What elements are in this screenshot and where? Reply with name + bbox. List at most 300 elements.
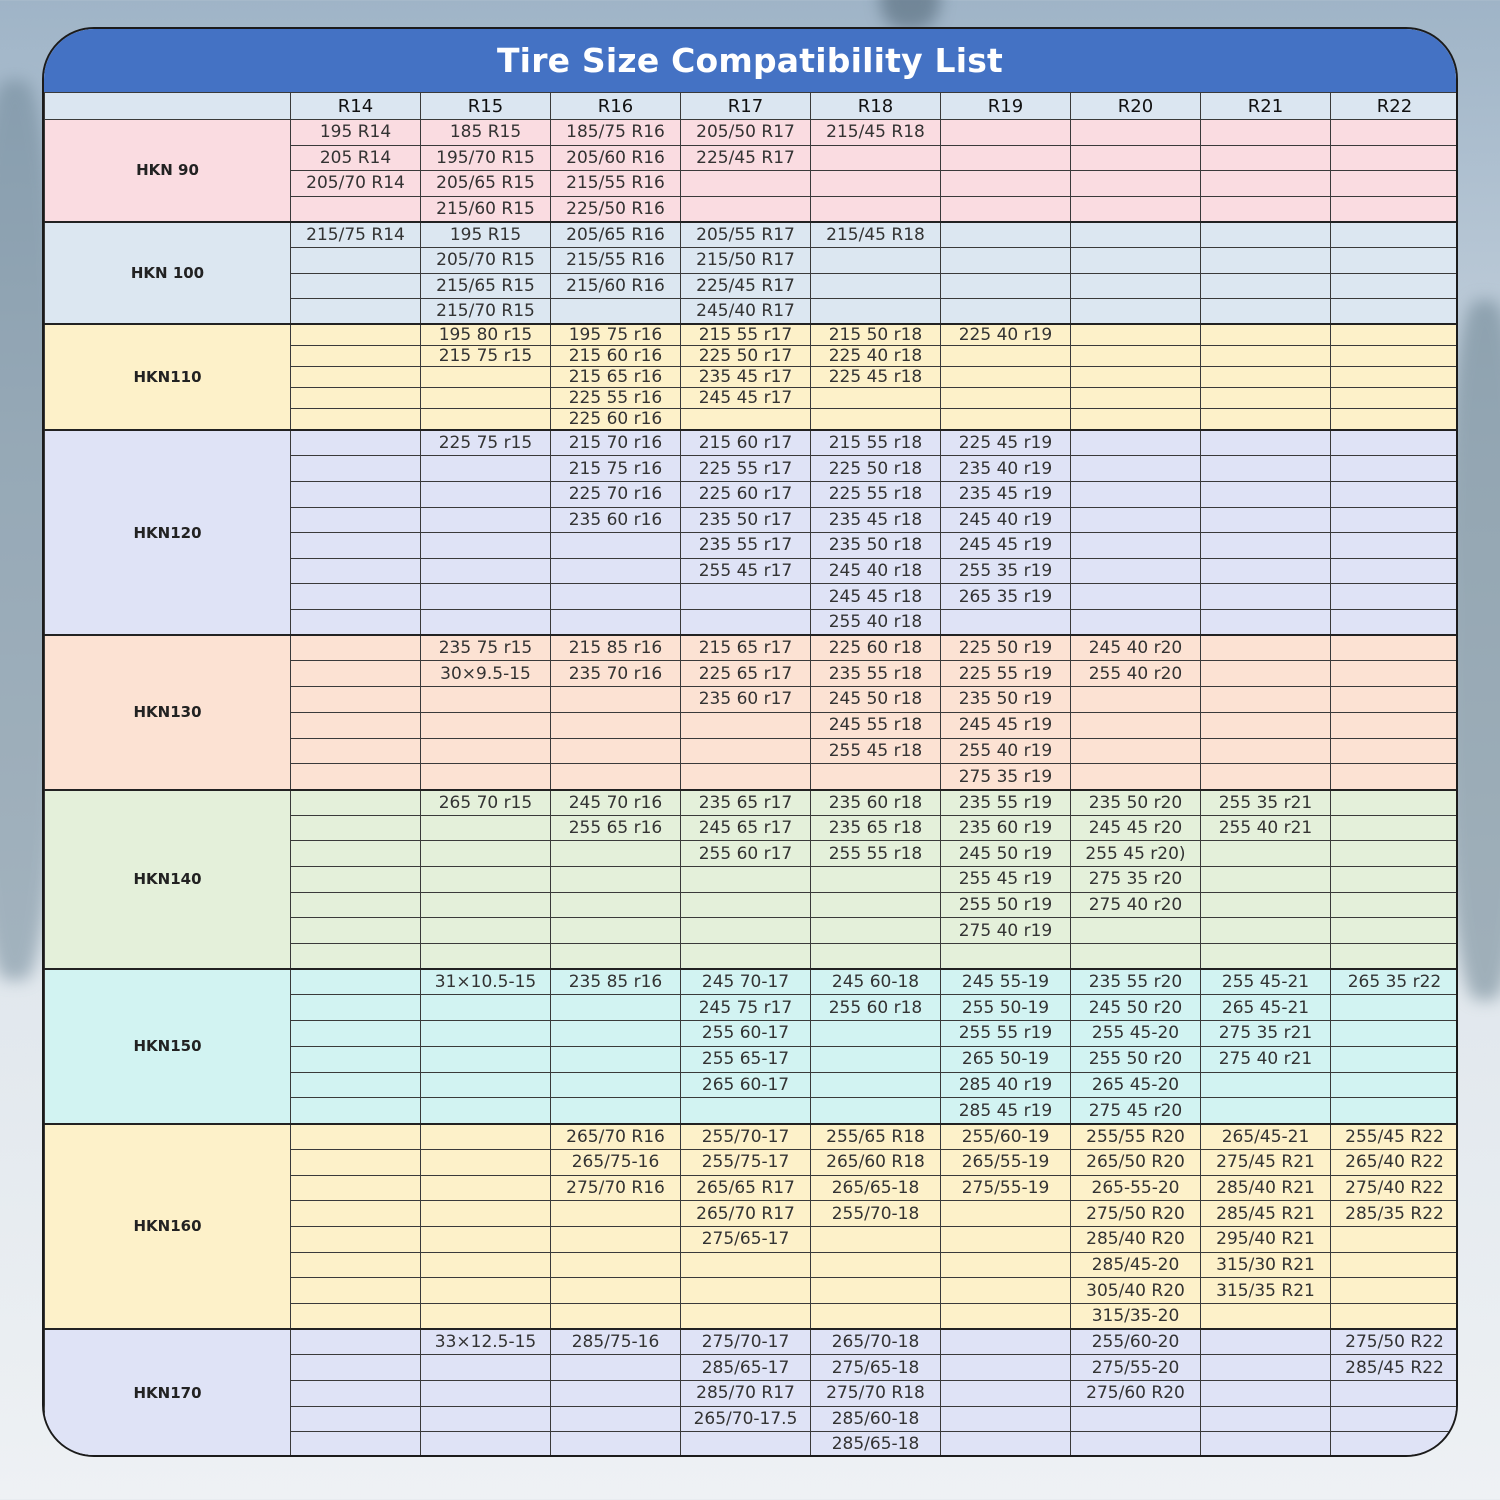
tire-size-cell: [1071, 388, 1201, 409]
tire-size-cell: [291, 1304, 421, 1330]
tire-size-cell: [551, 1098, 681, 1124]
model-name-cell: HKN 90: [45, 120, 291, 222]
tire-size-cell: 205/65 R15: [421, 171, 551, 197]
tire-size-cell: [291, 764, 421, 790]
tire-size-cell: [1201, 1355, 1331, 1381]
tire-size-cell: [1201, 943, 1331, 969]
tire-size-cell: [811, 892, 941, 918]
tire-size-cell: [291, 558, 421, 584]
tire-size-cell: [291, 687, 421, 713]
tire-size-cell: [421, 533, 551, 559]
tire-size-cell: [681, 738, 811, 764]
tire-size-cell: [1331, 712, 1459, 738]
tire-size-cell: [421, 1124, 551, 1150]
tire-size-cell: 265 35 r22: [1331, 969, 1459, 995]
tire-size-cell: [1201, 892, 1331, 918]
tire-size-cell: [1071, 299, 1201, 325]
tire-size-cell: [1331, 324, 1459, 346]
table-row: [45, 1124, 1459, 1150]
tire-size-cell: 195 R14: [291, 120, 421, 146]
tire-size-cell: 255 55 r18: [811, 841, 941, 867]
tire-size-cell: 275/55-20: [1071, 1355, 1201, 1381]
tire-size-cell: 235 60 r16: [551, 507, 681, 533]
compatibility-card: [42, 27, 1458, 1457]
tire-size-cell: [941, 247, 1071, 273]
tire-size-cell: [291, 995, 421, 1021]
tire-size-cell: 205/70 R14: [291, 171, 421, 197]
tire-size-cell: [941, 346, 1071, 367]
tire-size-cell: [811, 1021, 941, 1047]
tire-size-cell: 265/75-16: [551, 1149, 681, 1175]
tire-size-cell: [1071, 324, 1201, 346]
table-row: [45, 430, 1459, 456]
tire-size-cell: 255 60 r18: [811, 995, 941, 1021]
tire-size-cell: [291, 247, 421, 273]
tire-size-cell: 285/45 R22: [1331, 1355, 1459, 1381]
tire-size-cell: 235 50 r18: [811, 533, 941, 559]
tire-size-cell: [1331, 430, 1459, 456]
tire-size-cell: 195 75 r16: [551, 324, 681, 346]
tire-size-cell: [941, 1226, 1071, 1252]
tire-size-cell: [1071, 120, 1201, 146]
table-row: [45, 790, 1459, 816]
tire-size-cell: [291, 1380, 421, 1406]
tire-size-cell: [1331, 867, 1459, 893]
tire-size-cell: 245 60-18: [811, 969, 941, 995]
column-header: R17: [681, 93, 811, 120]
tire-size-cell: [1201, 584, 1331, 610]
tire-size-cell: [291, 841, 421, 867]
tire-size-cell: 185/75 R16: [551, 120, 681, 146]
tire-size-cell: 215 60 r17: [681, 430, 811, 456]
tire-size-cell: [421, 943, 551, 969]
tire-size-cell: [291, 430, 421, 456]
model-name-cell: HKN170: [45, 1329, 291, 1457]
tire-size-cell: [941, 120, 1071, 146]
tire-size-cell: [681, 943, 811, 969]
tire-size-cell: 215/55 R16: [551, 171, 681, 197]
tire-size-cell: [1331, 738, 1459, 764]
tire-size-cell: 235 60 r19: [941, 815, 1071, 841]
tire-size-cell: [1201, 1072, 1331, 1098]
tire-size-cell: 255 65 r16: [551, 815, 681, 841]
tire-size-cell: [941, 1355, 1071, 1381]
table-row: [45, 324, 1459, 346]
tire-size-cell: [551, 1046, 681, 1072]
tire-size-cell: 225 55 r18: [811, 481, 941, 507]
tire-size-cell: 225 55 r17: [681, 456, 811, 482]
tire-size-cell: 285/40 R20: [1071, 1226, 1201, 1252]
tire-size-cell: [291, 584, 421, 610]
tire-size-cell: [1331, 764, 1459, 790]
tire-size-cell: [811, 1098, 941, 1124]
tire-size-cell: 205/55 R17: [681, 222, 811, 248]
tire-size-cell: [291, 1278, 421, 1304]
tire-size-cell: [551, 1380, 681, 1406]
tire-size-cell: [811, 1226, 941, 1252]
tire-size-cell: [1071, 367, 1201, 388]
tire-size-cell: 235 65 r17: [681, 790, 811, 816]
tire-size-cell: [1201, 222, 1331, 248]
tire-size-cell: [811, 1046, 941, 1072]
tire-size-cell: [551, 1278, 681, 1304]
tire-size-cell: [1331, 456, 1459, 482]
tire-size-cell: 205/70 R15: [421, 247, 551, 273]
tire-size-cell: 195 R15: [421, 222, 551, 248]
model-name-cell: HKN120: [45, 430, 291, 635]
tire-size-cell: [811, 1278, 941, 1304]
tire-size-cell: [1201, 558, 1331, 584]
tire-size-cell: [941, 171, 1071, 197]
tire-size-cell: [1071, 507, 1201, 533]
tire-size-cell: [421, 1098, 551, 1124]
tire-size-cell: [421, 1175, 551, 1201]
tire-size-cell: [1201, 1304, 1331, 1330]
tire-size-cell: 265/60 R18: [811, 1149, 941, 1175]
tire-size-cell: [551, 943, 681, 969]
tire-size-cell: [941, 1278, 1071, 1304]
tire-size-cell: [1201, 918, 1331, 944]
tire-size-cell: 225 55 r19: [941, 661, 1071, 687]
tire-size-cell: [291, 507, 421, 533]
tire-size-cell: [1201, 196, 1331, 222]
tire-size-cell: [291, 346, 421, 367]
column-header-row: [45, 93, 1459, 120]
tire-size-cell: [1201, 120, 1331, 146]
tire-size-cell: 225/50 R16: [551, 196, 681, 222]
tire-size-cell: [1201, 430, 1331, 456]
tire-size-cell: 275 35 r19: [941, 764, 1071, 790]
tire-size-cell: [1331, 1021, 1459, 1047]
tire-size-cell: [1071, 273, 1201, 299]
tire-size-cell: [421, 815, 551, 841]
tire-size-cell: [1071, 145, 1201, 171]
tire-size-cell: 245 50 r20: [1071, 995, 1201, 1021]
tire-size-cell: [291, 1252, 421, 1278]
tire-size-cell: 275/50 R20: [1071, 1201, 1201, 1227]
tire-size-cell: [1331, 145, 1459, 171]
tire-size-cell: 315/35 R21: [1201, 1278, 1331, 1304]
tire-size-cell: [421, 507, 551, 533]
tire-size-cell: 275 45 r20: [1071, 1098, 1201, 1124]
tire-size-cell: [941, 145, 1071, 171]
tire-size-cell: [551, 867, 681, 893]
tire-size-cell: [551, 764, 681, 790]
tire-size-cell: [291, 367, 421, 388]
tire-size-cell: 225 60 r17: [681, 481, 811, 507]
tire-size-cell: [1071, 584, 1201, 610]
tire-size-cell: 285/75-16: [551, 1329, 681, 1355]
tire-size-cell: [291, 815, 421, 841]
tire-size-cell: [941, 1304, 1071, 1330]
tire-size-cell: [1331, 584, 1459, 610]
tire-size-cell: 255 45-21: [1201, 969, 1331, 995]
tire-size-cell: 255 45 r20): [1071, 841, 1201, 867]
tire-size-cell: [421, 1252, 551, 1278]
tire-size-cell: [941, 222, 1071, 248]
tire-size-cell: [1201, 247, 1331, 273]
tire-size-cell: [811, 273, 941, 299]
tire-size-cell: 275/65-17: [681, 1226, 811, 1252]
tire-size-cell: [291, 1046, 421, 1072]
tire-size-cell: [1331, 1046, 1459, 1072]
tire-size-cell: 255 65-17: [681, 1046, 811, 1072]
tire-size-cell: 275/55-19: [941, 1175, 1071, 1201]
tire-size-cell: 255 40 r21: [1201, 815, 1331, 841]
column-header: [45, 93, 291, 120]
tire-size-cell: [551, 1304, 681, 1330]
tire-size-cell: 275/45 R21: [1201, 1149, 1331, 1175]
tire-size-cell: [1331, 1072, 1459, 1098]
tire-size-cell: [421, 892, 551, 918]
tire-size-cell: 225 50 r19: [941, 635, 1071, 661]
model-name-cell: HKN130: [45, 635, 291, 790]
tire-size-cell: [811, 943, 941, 969]
tire-size-cell: [291, 1175, 421, 1201]
tire-size-cell: 255 45-20: [1071, 1021, 1201, 1047]
tire-size-cell: [811, 145, 941, 171]
tire-size-cell: [1201, 609, 1331, 635]
tire-size-cell: 245 45 r18: [811, 584, 941, 610]
tire-size-cell: 265/45-21: [1201, 1124, 1331, 1150]
tire-size-cell: [291, 299, 421, 325]
tire-size-cell: [1331, 409, 1459, 431]
tire-size-cell: [291, 1098, 421, 1124]
tire-size-cell: [291, 409, 421, 431]
tire-size-cell: [1201, 507, 1331, 533]
tire-size-cell: 275/60 R20: [1071, 1380, 1201, 1406]
tire-size-cell: [551, 299, 681, 325]
tire-size-cell: [1201, 1380, 1331, 1406]
tire-size-cell: 225 50 r18: [811, 456, 941, 482]
tire-size-cell: 225 75 r15: [421, 430, 551, 456]
tire-size-cell: 235 50 r19: [941, 687, 1071, 713]
tire-size-cell: [1201, 409, 1331, 431]
tire-size-cell: [291, 892, 421, 918]
tire-size-cell: 285/65-17: [681, 1355, 811, 1381]
tire-size-cell: [1071, 409, 1201, 431]
tire-size-cell: 195 80 r15: [421, 324, 551, 346]
tire-size-cell: [421, 409, 551, 431]
column-header: R20: [1071, 93, 1201, 120]
tire-size-cell: 265/40 R22: [1331, 1149, 1459, 1175]
tire-size-cell: [1331, 171, 1459, 197]
tire-size-cell: [291, 790, 421, 816]
tire-size-cell: [421, 867, 551, 893]
tire-size-cell: 215/60 R16: [551, 273, 681, 299]
tire-size-cell: [421, 738, 551, 764]
tire-size-cell: 275/65-18: [811, 1355, 941, 1381]
page-title: Tire Size Compatibility List: [44, 29, 1456, 92]
tire-size-cell: 225 40 r19: [941, 324, 1071, 346]
tire-size-cell: 265/55-19: [941, 1149, 1071, 1175]
tire-size-cell: 245 55 r18: [811, 712, 941, 738]
column-header: R22: [1331, 93, 1459, 120]
tire-size-cell: 225 60 r16: [551, 409, 681, 431]
tire-size-cell: [1331, 558, 1459, 584]
column-header: R16: [551, 93, 681, 120]
tire-size-cell: [291, 1021, 421, 1047]
tire-size-cell: [421, 1201, 551, 1227]
tire-size-cell: 295/40 R21: [1201, 1226, 1331, 1252]
tire-size-cell: [421, 918, 551, 944]
tire-size-cell: 275/70 R16: [551, 1175, 681, 1201]
tire-size-cell: [1331, 1252, 1459, 1278]
tire-size-cell: [1071, 1432, 1201, 1457]
tire-size-cell: [291, 943, 421, 969]
tire-size-cell: [291, 661, 421, 687]
tire-size-cell: [1331, 533, 1459, 559]
tire-size-cell: 255 40 r20: [1071, 661, 1201, 687]
tire-size-cell: [291, 1201, 421, 1227]
tire-size-cell: [1331, 1406, 1459, 1432]
tire-size-cell: 265 60-17: [681, 1072, 811, 1098]
tire-size-cell: 215 75 r15: [421, 346, 551, 367]
tire-size-cell: [291, 1124, 421, 1150]
tire-size-cell: [941, 367, 1071, 388]
tire-size-cell: [291, 1226, 421, 1252]
column-header: R14: [291, 93, 421, 120]
tire-size-cell: 235 70 r16: [551, 661, 681, 687]
tire-size-cell: 285/70 R17: [681, 1380, 811, 1406]
tire-size-cell: 255 55 r19: [941, 1021, 1071, 1047]
tire-size-cell: [681, 609, 811, 635]
tire-size-cell: [1331, 1380, 1459, 1406]
tire-size-cell: 215/50 R17: [681, 247, 811, 273]
tire-size-cell: 255 45 r18: [811, 738, 941, 764]
tire-size-cell: 235 45 r19: [941, 481, 1071, 507]
tire-size-cell: [1201, 145, 1331, 171]
tire-size-cell: 235 40 r19: [941, 456, 1071, 482]
tire-size-cell: [681, 918, 811, 944]
tire-size-cell: [1071, 918, 1201, 944]
tire-size-cell: [941, 388, 1071, 409]
tire-size-cell: 285/35 R22: [1331, 1201, 1459, 1227]
tire-size-cell: 285/40 R21: [1201, 1175, 1331, 1201]
tire-size-table: [44, 92, 1458, 1457]
tire-size-cell: [421, 995, 551, 1021]
tire-size-cell: [811, 1252, 941, 1278]
tire-size-cell: [1201, 687, 1331, 713]
tire-size-cell: [291, 324, 421, 346]
tire-size-cell: [1071, 712, 1201, 738]
tire-size-cell: [1201, 273, 1331, 299]
tire-size-cell: 275/70 R18: [811, 1380, 941, 1406]
tire-size-cell: [291, 196, 421, 222]
tire-size-cell: 33×12.5-15: [421, 1329, 551, 1355]
tire-size-cell: [1331, 507, 1459, 533]
tire-size-cell: 255 45 r17: [681, 558, 811, 584]
tire-size-cell: 255/70-17: [681, 1124, 811, 1150]
tire-size-cell: [421, 1278, 551, 1304]
tire-size-cell: [811, 196, 941, 222]
tire-size-cell: 245 45 r17: [681, 388, 811, 409]
tire-size-cell: [681, 171, 811, 197]
tire-size-cell: [941, 273, 1071, 299]
tire-size-cell: [1201, 171, 1331, 197]
tire-size-cell: 245 50 r19: [941, 841, 1071, 867]
tire-size-cell: [1071, 687, 1201, 713]
tire-size-cell: 245 45 r19: [941, 533, 1071, 559]
tire-size-cell: [1201, 533, 1331, 559]
tire-size-cell: 205/60 R16: [551, 145, 681, 171]
tire-size-cell: 255 60 r17: [681, 841, 811, 867]
tire-size-cell: 275 35 r21: [1201, 1021, 1331, 1047]
tire-size-cell: 225 60 r18: [811, 635, 941, 661]
tire-size-cell: [1201, 1432, 1331, 1457]
tire-size-cell: [1201, 456, 1331, 482]
tire-size-cell: [811, 918, 941, 944]
tire-size-cell: [1201, 367, 1331, 388]
tire-size-cell: [811, 764, 941, 790]
tire-size-cell: 275 40 r20: [1071, 892, 1201, 918]
tire-size-cell: [1071, 346, 1201, 367]
table-row: [45, 222, 1459, 248]
tire-size-cell: 255 50 r20: [1071, 1046, 1201, 1072]
tire-size-cell: [681, 409, 811, 431]
tire-size-cell: [1331, 995, 1459, 1021]
tire-size-cell: [1201, 841, 1331, 867]
tire-size-cell: 215 70 r16: [551, 430, 681, 456]
tire-size-cell: [1201, 738, 1331, 764]
tire-size-cell: [1331, 687, 1459, 713]
tire-size-cell: [291, 481, 421, 507]
tire-size-cell: [1331, 815, 1459, 841]
column-header: R19: [941, 93, 1071, 120]
tire-size-cell: [551, 1355, 681, 1381]
tire-size-cell: [681, 1098, 811, 1124]
tire-size-cell: [1331, 299, 1459, 325]
tire-size-cell: [551, 918, 681, 944]
tire-size-cell: 235 60 r18: [811, 790, 941, 816]
tire-size-cell: [941, 1201, 1071, 1227]
tire-size-cell: 235 75 r15: [421, 635, 551, 661]
tire-size-cell: [1201, 1406, 1331, 1432]
tire-size-cell: 255 50-19: [941, 995, 1071, 1021]
tire-size-cell: 275 35 r20: [1071, 867, 1201, 893]
tire-size-cell: [291, 635, 421, 661]
column-header: R21: [1201, 93, 1331, 120]
tire-size-cell: [1071, 481, 1201, 507]
tire-size-cell: 215 55 r18: [811, 430, 941, 456]
tire-size-cell: [1201, 299, 1331, 325]
tire-size-cell: [421, 1432, 551, 1457]
tire-size-cell: [1331, 841, 1459, 867]
tire-size-cell: 215 55 r17: [681, 324, 811, 346]
tire-size-cell: 235 85 r16: [551, 969, 681, 995]
tire-size-cell: 245 45 r19: [941, 712, 1071, 738]
column-header: R15: [421, 93, 551, 120]
tire-size-cell: [681, 584, 811, 610]
tire-size-cell: 265/70 R16: [551, 1124, 681, 1150]
tire-size-cell: [1331, 1278, 1459, 1304]
tire-size-cell: 285 40 r19: [941, 1072, 1071, 1098]
tire-size-cell: 215/45 R18: [811, 120, 941, 146]
model-name-cell: HKN150: [45, 969, 291, 1124]
tire-size-cell: [291, 533, 421, 559]
tire-size-cell: [1331, 273, 1459, 299]
tire-size-cell: 30×9.5-15: [421, 661, 551, 687]
tire-size-cell: 245 45 r20: [1071, 815, 1201, 841]
tire-size-cell: 255/70-18: [811, 1201, 941, 1227]
tire-size-cell: [421, 841, 551, 867]
tire-size-cell: 255/55 R20: [1071, 1124, 1201, 1150]
tire-size-cell: 285/45-20: [1071, 1252, 1201, 1278]
table-row: [45, 1329, 1459, 1355]
tire-size-cell: [681, 1304, 811, 1330]
model-name-cell: HKN110: [45, 324, 291, 430]
tire-size-cell: [421, 1380, 551, 1406]
